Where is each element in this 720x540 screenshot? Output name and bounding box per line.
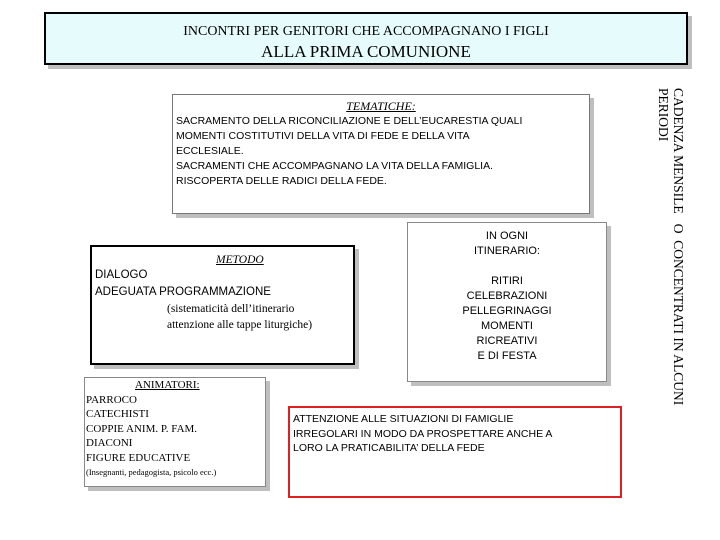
itinerario-box — [407, 222, 607, 382]
title-line2: ALLA PRIMA COMUNIONE — [261, 42, 471, 61]
attenzione-line: ATTENZIONE ALLE SITUAZIONI DI FAMIGLIE — [293, 413, 514, 425]
itinerario-item: MOMENTI — [481, 320, 533, 332]
tematiche-line: RISCOPERTA DELLE RADICI DELLA FEDE. — [176, 175, 387, 187]
title-box — [44, 12, 688, 65]
metodo-box — [90, 245, 355, 365]
metodo-sub1: (sistematicità dell’itinerario — [167, 303, 295, 315]
itinerario-item: PELLEGRINAGGI — [462, 305, 552, 317]
animatori-item: FIGURE EDUCATIVE — [86, 451, 191, 464]
attenzione-box — [288, 406, 622, 498]
itinerario-item: E DI FESTA — [477, 350, 537, 362]
itinerario-item: RICREATIVI — [476, 335, 538, 347]
metodo-heading: METODO — [216, 254, 264, 266]
animatori-box — [84, 377, 266, 487]
cadenza-line2: PERIODI — [656, 88, 671, 142]
tematiche-box — [172, 94, 590, 214]
cadenza-vertical-text — [656, 88, 686, 405]
animatori-item: COPPIE ANIM. P. FAM. — [86, 422, 198, 435]
itinerario-item: RITIRI — [491, 275, 523, 287]
animatori-item: PARROCO — [86, 393, 137, 406]
metodo-line2: ADEGUATA PROGRAMMAZIONE — [95, 286, 271, 298]
tematiche-heading: TEMATICHE: — [346, 99, 416, 113]
attenzione-line: LORO LA PRATICABILITA’ DELLA FEDE — [293, 442, 485, 454]
tematiche-line: MOMENTI COSTITUTIVI DELLA VITA DI FEDE E DELLA VITA — [176, 130, 470, 142]
tematiche-line: ECCLESIALE. — [176, 145, 244, 157]
itinerario-heading2: ITINERARIO: — [473, 245, 540, 257]
title-line1: INCONTRI PER GENITORI CHE ACCOMPAGNANO I FIGLI — [183, 24, 549, 39]
animatori-heading: ANIMATORI: — [135, 379, 200, 391]
attenzione-line: IRREGOLARI IN MODO DA PROSPETTARE ANCHE A — [293, 427, 553, 440]
metodo-sub2: attenzione alle tappe liturgiche) — [167, 319, 313, 331]
itinerario-item: CELEBRAZIONI — [466, 290, 548, 302]
tematiche-line: SACRAMENTI CHE ACCOMPAGNANO LA VITA DELLA FAMIGLIA. — [176, 160, 494, 172]
cadenza-line1: CADENZA MENSILE O CONCENTRATI IN ALCUNI — [671, 88, 686, 406]
animatori-note: (Insegnanti, pedagogista, psicolo ecc.) — [86, 467, 217, 477]
itinerario-heading1: IN OGNI — [485, 230, 529, 242]
tematiche-line: SACRAMENTO DELLA RICONCILIAZIONE E DELL’EUCARESTIA QUALI — [176, 115, 523, 127]
tematiche-text — [176, 114, 586, 189]
animatori-item: DIACONI — [86, 437, 133, 449]
metodo-line1: DIALOGO — [95, 269, 148, 281]
animatori-item: CATECHISTI — [86, 408, 149, 420]
